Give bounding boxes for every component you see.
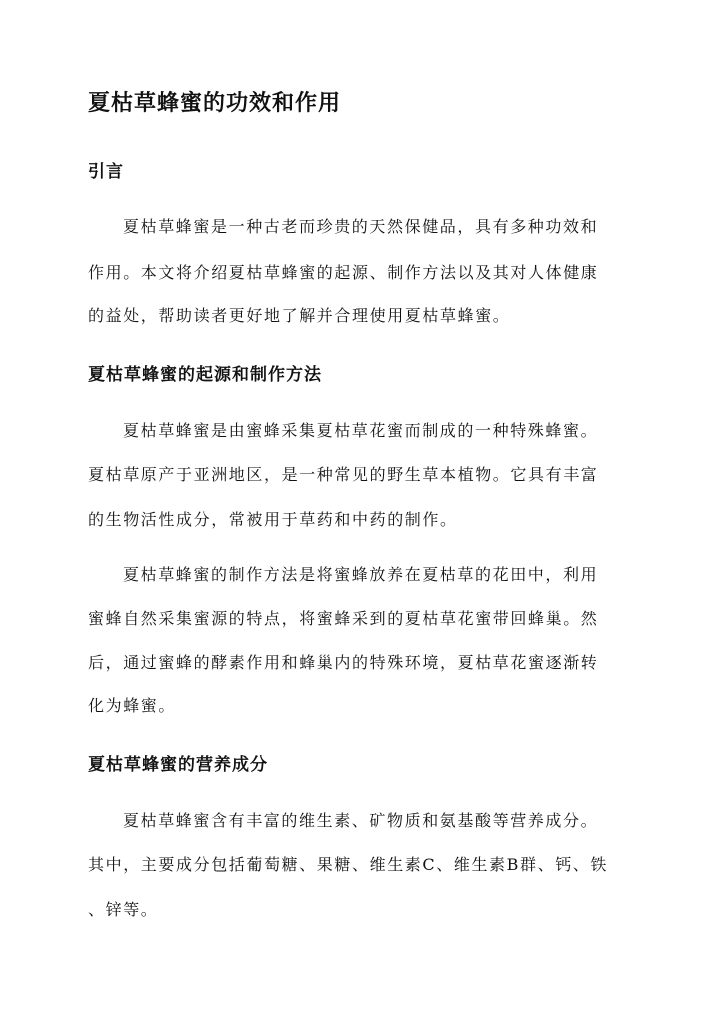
paragraph-line: 的益处，帮助读者更好地了解并合理使用夏枯草蜂蜜。 (88, 306, 511, 325)
section-heading-introduction: 引言 (88, 162, 124, 182)
paragraph-line: 作用。本文将介绍夏枯草蜂蜜的起源、制作方法以及其对人体健康 (88, 263, 599, 282)
paragraph-line: 蜜蜂自然采集蜜源的特点，将蜜蜂采到的夏枯草花蜜带回蜂巢。然 (88, 609, 599, 628)
paragraph-line: 夏枯草原产于亚洲地区，是一种常见的野生草本植物。它具有丰富 (88, 465, 599, 484)
paragraph-line: 夏枯草蜂蜜含有丰富的维生素、矿物质和氨基酸等营养成分。 (123, 811, 599, 830)
paragraph-line: 其中，主要成分包括葡萄糖、果糖、维生素C、维生素B群、钙、铁 (88, 855, 609, 874)
section-heading-nutrition: 夏枯草蜂蜜的营养成分 (88, 755, 268, 775)
paragraph-line: 夏枯草蜂蜜的制作方法是将蜜蜂放养在夏枯草的花田中，利用 (123, 565, 599, 584)
paragraph-line: 、锌等。 (88, 900, 159, 919)
paragraph-line: 夏枯草蜂蜜是一种古老而珍贵的天然保健品，具有多种功效和 (123, 217, 599, 236)
document-title: 夏枯草蜂蜜的功效和作用 (88, 90, 342, 116)
paragraph-line: 后，通过蜜蜂的酵素作用和蜂巢内的特殊环境，夏枯草花蜜逐渐转 (88, 653, 599, 672)
paragraph-line: 化为蜂蜜。 (88, 696, 177, 715)
section-heading-origin-and-production: 夏枯草蜂蜜的起源和制作方法 (88, 365, 322, 385)
paragraph-line: 夏枯草蜂蜜是由蜜蜂采集夏枯草花蜜而制成的一种特殊蜂蜜。 (123, 421, 599, 440)
paragraph-line: 的生物活性成分，常被用于草药和中药的制作。 (88, 510, 458, 529)
